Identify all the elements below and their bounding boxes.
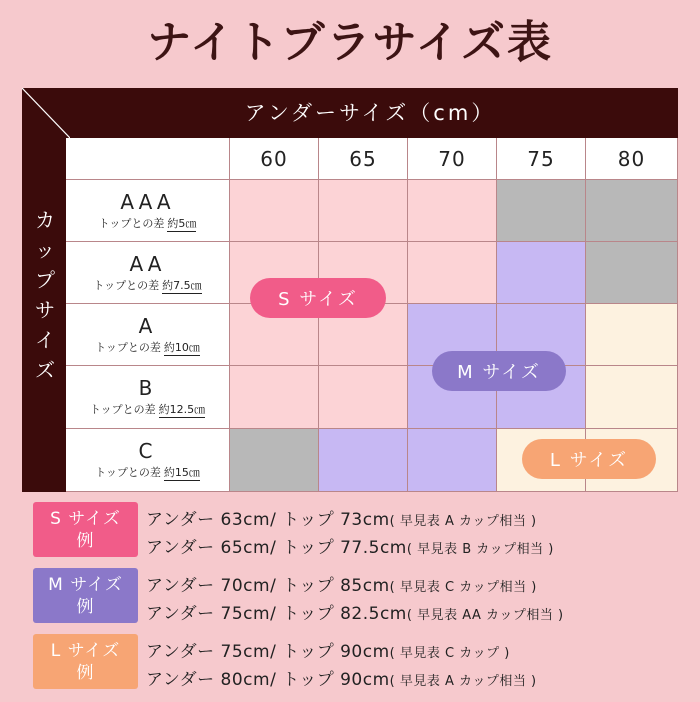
diff-text bbox=[99, 215, 197, 231]
diff-value: 約5㎝ bbox=[167, 216, 197, 230]
example-line bbox=[146, 533, 554, 558]
diff-text bbox=[95, 464, 200, 480]
example-note: ( 早見表 C カップ ) bbox=[389, 646, 510, 661]
diff-text bbox=[95, 339, 200, 355]
diff-value: 約12.5㎝ bbox=[158, 403, 206, 416]
grid-corner bbox=[66, 138, 230, 180]
example-main: アンダー 75cm/ トップ 82.5cm bbox=[146, 604, 407, 624]
grid-cell bbox=[497, 242, 586, 304]
example-main: アンダー 80cm/ トップ 90cm bbox=[146, 670, 390, 690]
l-size-pill: L サイズ bbox=[522, 439, 656, 479]
cup-label-char: カ bbox=[35, 208, 55, 232]
badge-size: L サイズ bbox=[50, 640, 121, 661]
grid-cell bbox=[586, 242, 678, 304]
column-header: 60 bbox=[230, 138, 319, 180]
row-header-b bbox=[66, 366, 230, 429]
row-header-aa bbox=[66, 242, 230, 304]
cup-name: AAA bbox=[120, 189, 175, 214]
diff-label: トップとの差 bbox=[89, 403, 156, 416]
grid-cell bbox=[408, 180, 497, 242]
example-note: ( 早見表 A カップ相当 ) bbox=[389, 514, 537, 529]
grid-cell bbox=[319, 429, 408, 492]
page-title: ナイトブラサイズ表 bbox=[146, 17, 554, 68]
cup-label-char: ズ bbox=[35, 358, 55, 382]
badge-example: 例 bbox=[76, 530, 95, 551]
example-line bbox=[146, 505, 537, 530]
example-line bbox=[146, 571, 537, 596]
example-line bbox=[146, 599, 564, 624]
badge-size: S サイズ bbox=[50, 508, 121, 529]
grid-cell bbox=[230, 180, 319, 242]
grid-cell bbox=[497, 180, 586, 242]
cup-label-char: サ bbox=[35, 298, 55, 322]
row-header-c bbox=[66, 429, 230, 492]
example-note: ( 早見表 C カップ相当 ) bbox=[389, 580, 537, 595]
diff-label: トップとの差 bbox=[95, 466, 161, 479]
grid-cell bbox=[230, 429, 319, 492]
column-header: 65 bbox=[319, 138, 408, 180]
m-size-pill: M サイズ bbox=[432, 351, 566, 391]
cup-label-char: イ bbox=[35, 328, 55, 352]
grid-cell bbox=[408, 242, 497, 304]
column-header: 80 bbox=[586, 138, 678, 180]
column-header: 75 bbox=[497, 138, 586, 180]
m-example-badge bbox=[33, 568, 138, 623]
example-line bbox=[146, 637, 510, 662]
diff-text bbox=[93, 277, 201, 293]
column-header: 70 bbox=[408, 138, 497, 180]
grid-cell bbox=[586, 366, 678, 429]
s-size-pill: S サイズ bbox=[250, 278, 386, 318]
cup-label-char: プ bbox=[35, 268, 55, 292]
badge-example: 例 bbox=[76, 662, 95, 683]
example-note: ( 早見表 B カップ相当 ) bbox=[406, 542, 554, 557]
cup-label-char: ッ bbox=[35, 238, 55, 262]
under-size-label: アンダーサイズ（cm） bbox=[244, 101, 496, 125]
badge-example: 例 bbox=[76, 596, 95, 617]
grid-cell bbox=[586, 180, 678, 242]
cup-name: B bbox=[138, 376, 157, 400]
example-main: アンダー 65cm/ トップ 77.5cm bbox=[146, 538, 407, 558]
diff-label: トップとの差 bbox=[93, 278, 160, 292]
example-line bbox=[146, 665, 537, 690]
diff-value: 約15㎝ bbox=[163, 466, 200, 479]
cup-name: C bbox=[138, 439, 157, 463]
grid-cell bbox=[586, 304, 678, 366]
row-header-a bbox=[66, 304, 230, 366]
cup-size-label bbox=[30, 205, 60, 385]
grid-cell bbox=[319, 180, 408, 242]
example-note: ( 早見表 A カップ相当 ) bbox=[389, 674, 537, 689]
row-header-aaa bbox=[66, 180, 230, 242]
l-example-badge bbox=[33, 634, 138, 689]
example-main: アンダー 75cm/ トップ 90cm bbox=[146, 642, 390, 662]
example-main: アンダー 63cm/ トップ 73cm bbox=[146, 510, 390, 530]
grid-cell bbox=[408, 429, 497, 492]
example-main: アンダー 70cm/ トップ 85cm bbox=[146, 576, 390, 596]
cup-name: A bbox=[138, 313, 157, 338]
diff-label: トップとの差 bbox=[95, 340, 161, 354]
s-example-badge bbox=[33, 502, 138, 557]
diff-label: トップとの差 bbox=[98, 216, 165, 230]
grid-cell bbox=[230, 366, 319, 429]
corner-diagonal bbox=[22, 88, 70, 138]
grid-cell bbox=[319, 366, 408, 429]
cup-name: AA bbox=[129, 251, 166, 276]
badge-size: M サイズ bbox=[48, 574, 123, 595]
diff-value: 約7.5㎝ bbox=[162, 278, 202, 292]
diff-value: 約10㎝ bbox=[163, 340, 200, 354]
diff-text bbox=[90, 401, 205, 417]
example-note: ( 早見表 AA カップ相当 ) bbox=[406, 608, 564, 623]
